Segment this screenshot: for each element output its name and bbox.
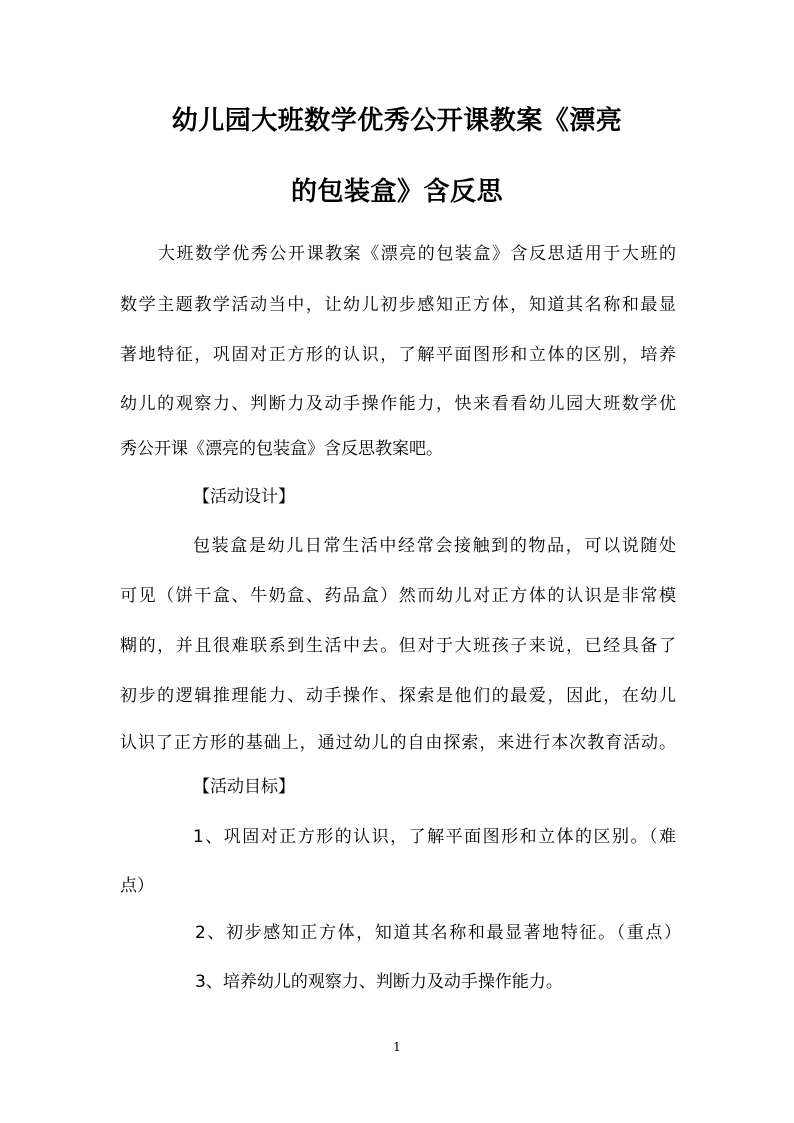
design-paragraph-line: 可见（饼干盒、牛奶盒、药品盒）然而幼儿对正方体的认识是非常模 xyxy=(120,586,676,606)
goal-item-2: 2、初步感知正方体，知道其名称和最显著地特征。（重点） xyxy=(195,923,681,943)
design-paragraph-line: 认识了正方形的基础上，通过幼儿的自由探索，来进行本次教育活动。 xyxy=(120,733,676,753)
intro-paragraph-line: 幼儿的观察力、判断力及动手操作能力，快来看看幼儿园大班数学优 xyxy=(120,394,676,414)
goal-item-3: 3、培养幼儿的观察力、判断力及动手操作能力。 xyxy=(195,972,563,992)
goal-item-1: 1、巩固对正方形的认识，了解平面图形和立体的区别。（难 xyxy=(193,827,676,847)
section-heading-activity-design: 【活动设计】 xyxy=(193,487,295,507)
intro-paragraph-line: 秀公开课《漂亮的包装盒》含反思教案吧。 xyxy=(120,439,443,459)
page-number: 1 xyxy=(393,1040,401,1054)
goal-item-1-continued: 点） xyxy=(120,876,154,896)
design-paragraph-line: 糊的，并且很难联系到生活中去。但对于大班孩子来说，已经具备了 xyxy=(120,636,676,656)
design-paragraph-line: 包装盒是幼儿日常生活中经常会接触到的物品，可以说随处 xyxy=(193,536,676,556)
intro-paragraph-line: 著地特征，巩固对正方形的认识，了解平面图形和立体的区别，培养 xyxy=(120,345,676,365)
document-title-line-2: 的包装盒》含反思 xyxy=(290,177,503,207)
section-heading-activity-goals: 【活动目标】 xyxy=(193,777,295,797)
intro-paragraph-line: 数学主题教学活动当中，让幼儿初步感知正方体，知道其名称和最显 xyxy=(120,295,676,315)
document-title-line-1: 幼儿园大班数学优秀公开课教案《漂亮 xyxy=(171,106,623,136)
design-paragraph-line: 初步的逻辑推理能力、动手操作、探索是他们的最爱，因此，在幼儿 xyxy=(120,686,676,706)
intro-paragraph-line: 大班数学优秀公开课教案《漂亮的包装盒》含反思适用于大班的 xyxy=(158,244,676,264)
